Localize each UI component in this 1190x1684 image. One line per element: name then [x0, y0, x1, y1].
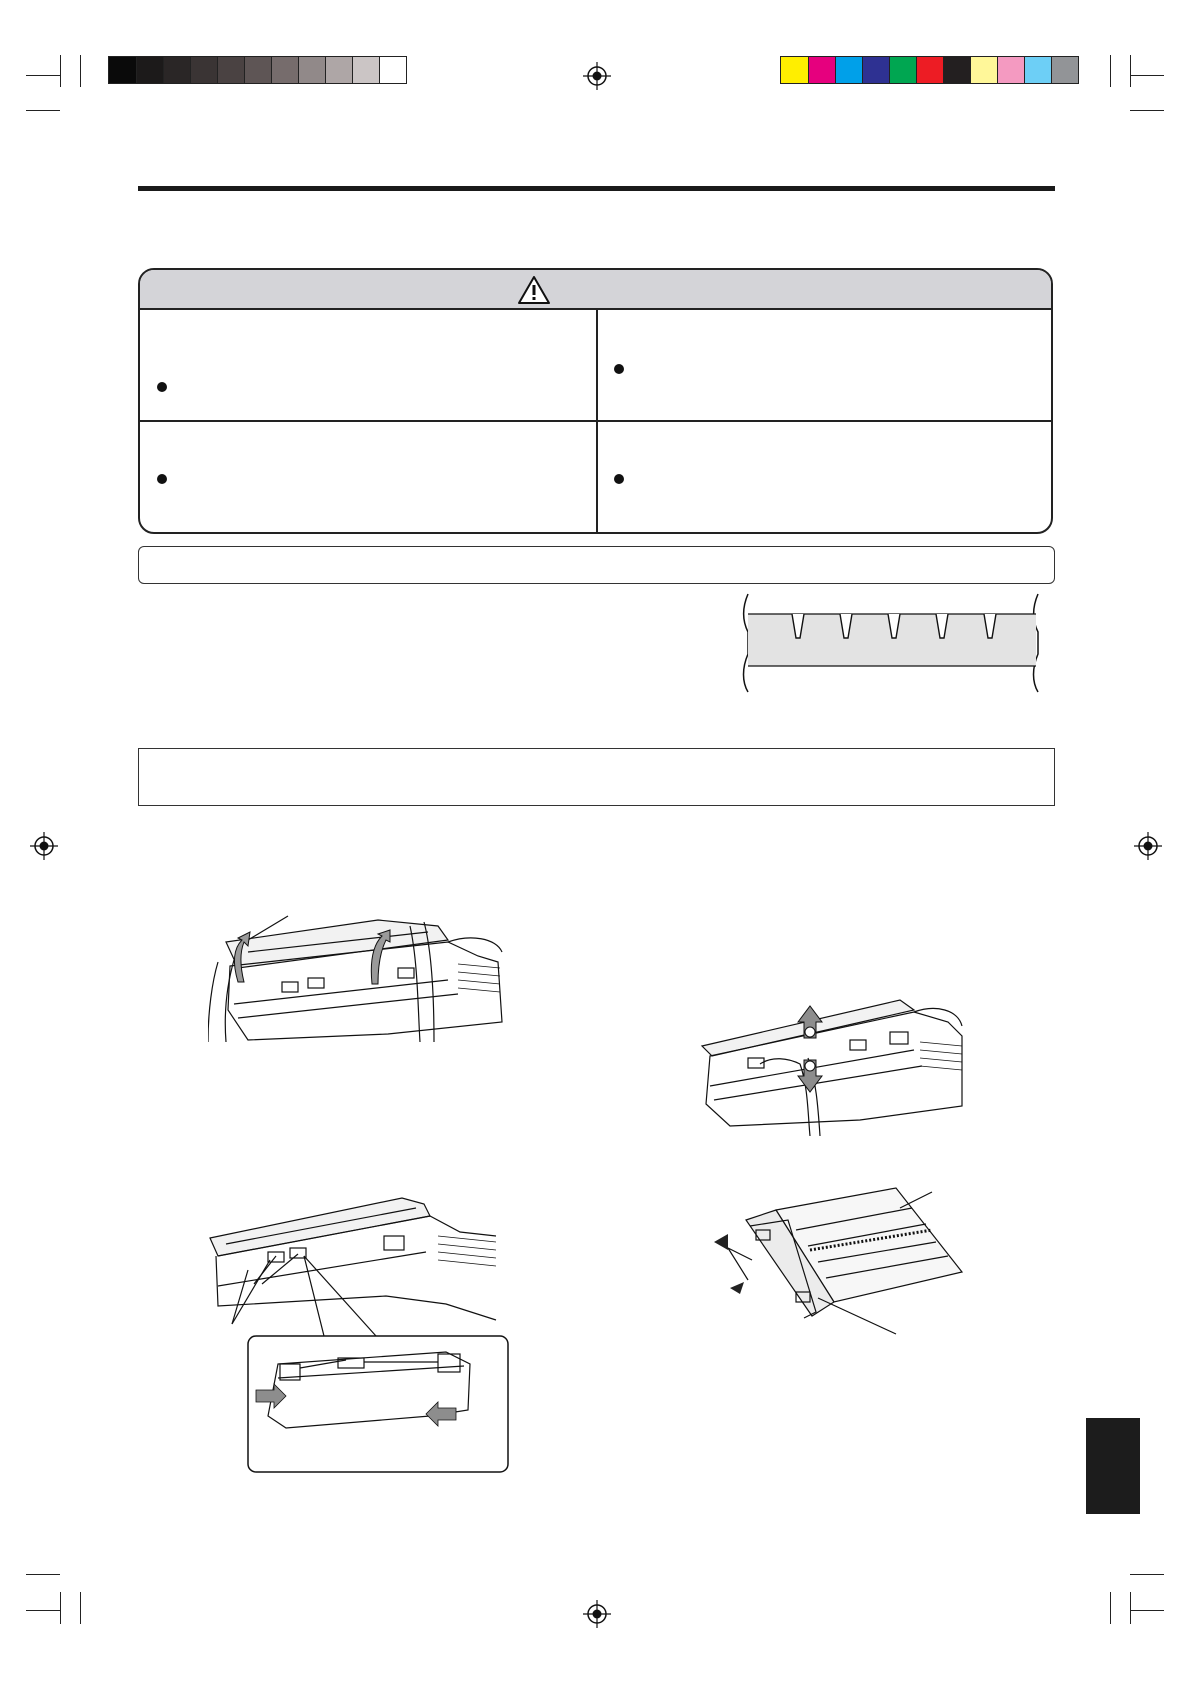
crop-mark: [1130, 1574, 1164, 1575]
color-swatch: [298, 57, 325, 83]
color-swatch: [163, 57, 190, 83]
crop-mark: [1130, 75, 1164, 76]
warning-grid: [140, 310, 1051, 534]
crop-mark: [1130, 1592, 1131, 1624]
color-swatch: [997, 57, 1024, 83]
color-swatch-bar: [780, 56, 1079, 84]
color-swatch: [190, 57, 217, 83]
color-swatch: [109, 57, 136, 83]
crop-mark: [26, 110, 60, 111]
color-swatch: [1024, 57, 1051, 83]
color-swatch: [943, 57, 970, 83]
section-tab: [1086, 1418, 1140, 1514]
crop-mark: [80, 1592, 81, 1624]
louver-fins-illustration: [740, 592, 1050, 696]
crop-mark: [26, 1574, 60, 1575]
warning-box: [138, 268, 1053, 534]
crop-mark: [1130, 55, 1131, 87]
color-swatch: [325, 57, 352, 83]
registration-crosshair-icon: [30, 832, 58, 860]
bullet-icon: [157, 382, 167, 392]
color-swatch: [862, 57, 889, 83]
crop-mark: [26, 75, 60, 76]
title-rule: [138, 186, 1055, 191]
crop-mark: [1110, 1592, 1111, 1624]
crop-mark: [1130, 1610, 1164, 1611]
bullet-icon: [614, 364, 624, 374]
crop-mark: [1110, 55, 1111, 87]
info-box: [138, 748, 1055, 806]
crop-mark: [1130, 110, 1164, 111]
crop-mark: [80, 55, 81, 87]
registration-crosshair-icon: [1134, 832, 1162, 860]
adjust-vanes-illustration: [700, 996, 970, 1136]
color-swatch: [835, 57, 862, 83]
crop-mark: [26, 1610, 60, 1611]
color-swatch: [352, 57, 379, 83]
color-swatch: [136, 57, 163, 83]
warning-triangle-icon: [517, 275, 551, 305]
note-box: [138, 546, 1055, 584]
bullet-icon: [614, 474, 624, 484]
bullet-icon: [157, 474, 167, 484]
color-swatch: [889, 57, 916, 83]
color-swatch: [244, 57, 271, 83]
warning-header: [140, 270, 1051, 310]
divider: [596, 310, 598, 534]
crop-mark: [60, 1592, 61, 1624]
remove-filter-illustration: [206, 1196, 516, 1476]
divider: [140, 420, 1051, 422]
color-swatch: [271, 57, 298, 83]
color-swatch: [808, 57, 835, 83]
grayscale-swatch-bar: [108, 56, 407, 84]
color-swatch: [970, 57, 997, 83]
registration-crosshair-icon: [583, 1600, 611, 1628]
color-swatch: [781, 57, 808, 83]
color-swatch: [1051, 57, 1078, 83]
filter-frame-illustration: [700, 1180, 980, 1350]
color-swatch: [217, 57, 244, 83]
open-front-panel-illustration: [208, 912, 508, 1042]
crop-mark: [60, 55, 61, 87]
color-swatch: [379, 57, 406, 83]
registration-crosshair-icon: [583, 62, 611, 90]
color-swatch: [916, 57, 943, 83]
